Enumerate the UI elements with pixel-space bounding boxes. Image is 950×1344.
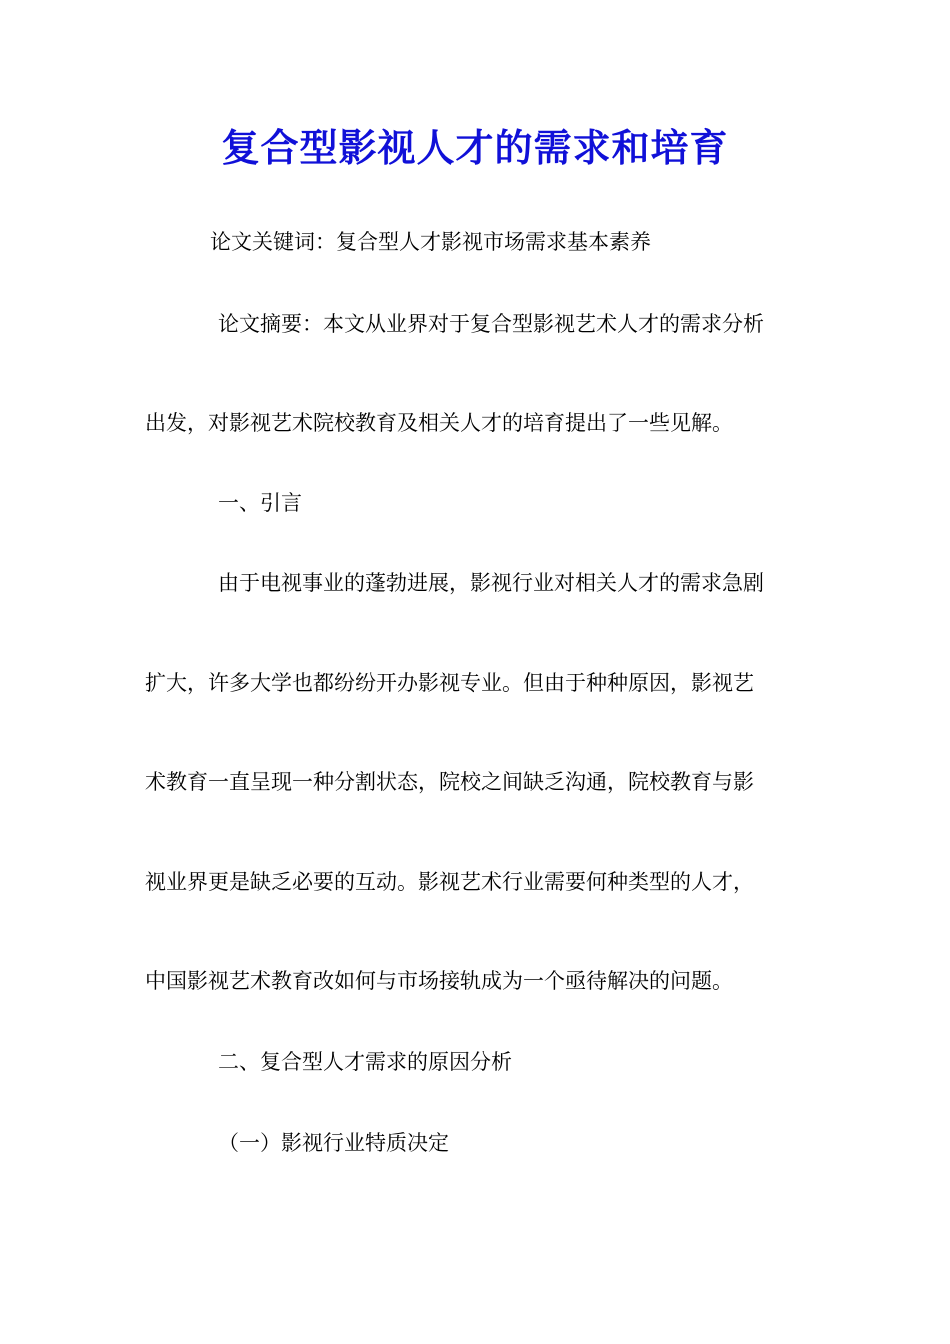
- document-title: 复合型影视人才的需求和培育: [221, 125, 729, 170]
- paragraph-line-1: 由于电视事业的蓬勃进展，影视行业对相关人才的需求急剧: [218, 571, 764, 595]
- abstract-line-1: 论文摘要：本文从业界对于复合型影视艺术人才的需求分析: [218, 312, 764, 336]
- subsection-heading-1: （一）影视行业特质决定: [218, 1131, 449, 1155]
- section-heading-intro: 一、引言: [218, 491, 302, 515]
- abstract-line-2: 出发，对影视艺术院校教育及相关人才的培育提出了一些见解。: [145, 411, 733, 435]
- section-heading-2: 二、复合型人才需求的原因分析: [218, 1050, 512, 1074]
- paragraph-line-5: 中国影视艺术教育改如何与市场接轨成为一个亟待解决的问题。: [145, 969, 733, 993]
- paragraph-line-3: 术教育一直呈现一种分割状态，院校之间缺乏沟通，院校教育与影: [145, 770, 754, 794]
- keywords-line: 论文关键词：复合型人才影视市场需求基本素养: [210, 230, 651, 254]
- paragraph-line-2: 扩大，许多大学也都纷纷开办影视专业。但由于种种原因，影视艺: [145, 671, 754, 695]
- paragraph-line-4: 视业界更是缺乏必要的互动。影视艺术行业需要何种类型的人才，: [145, 870, 754, 894]
